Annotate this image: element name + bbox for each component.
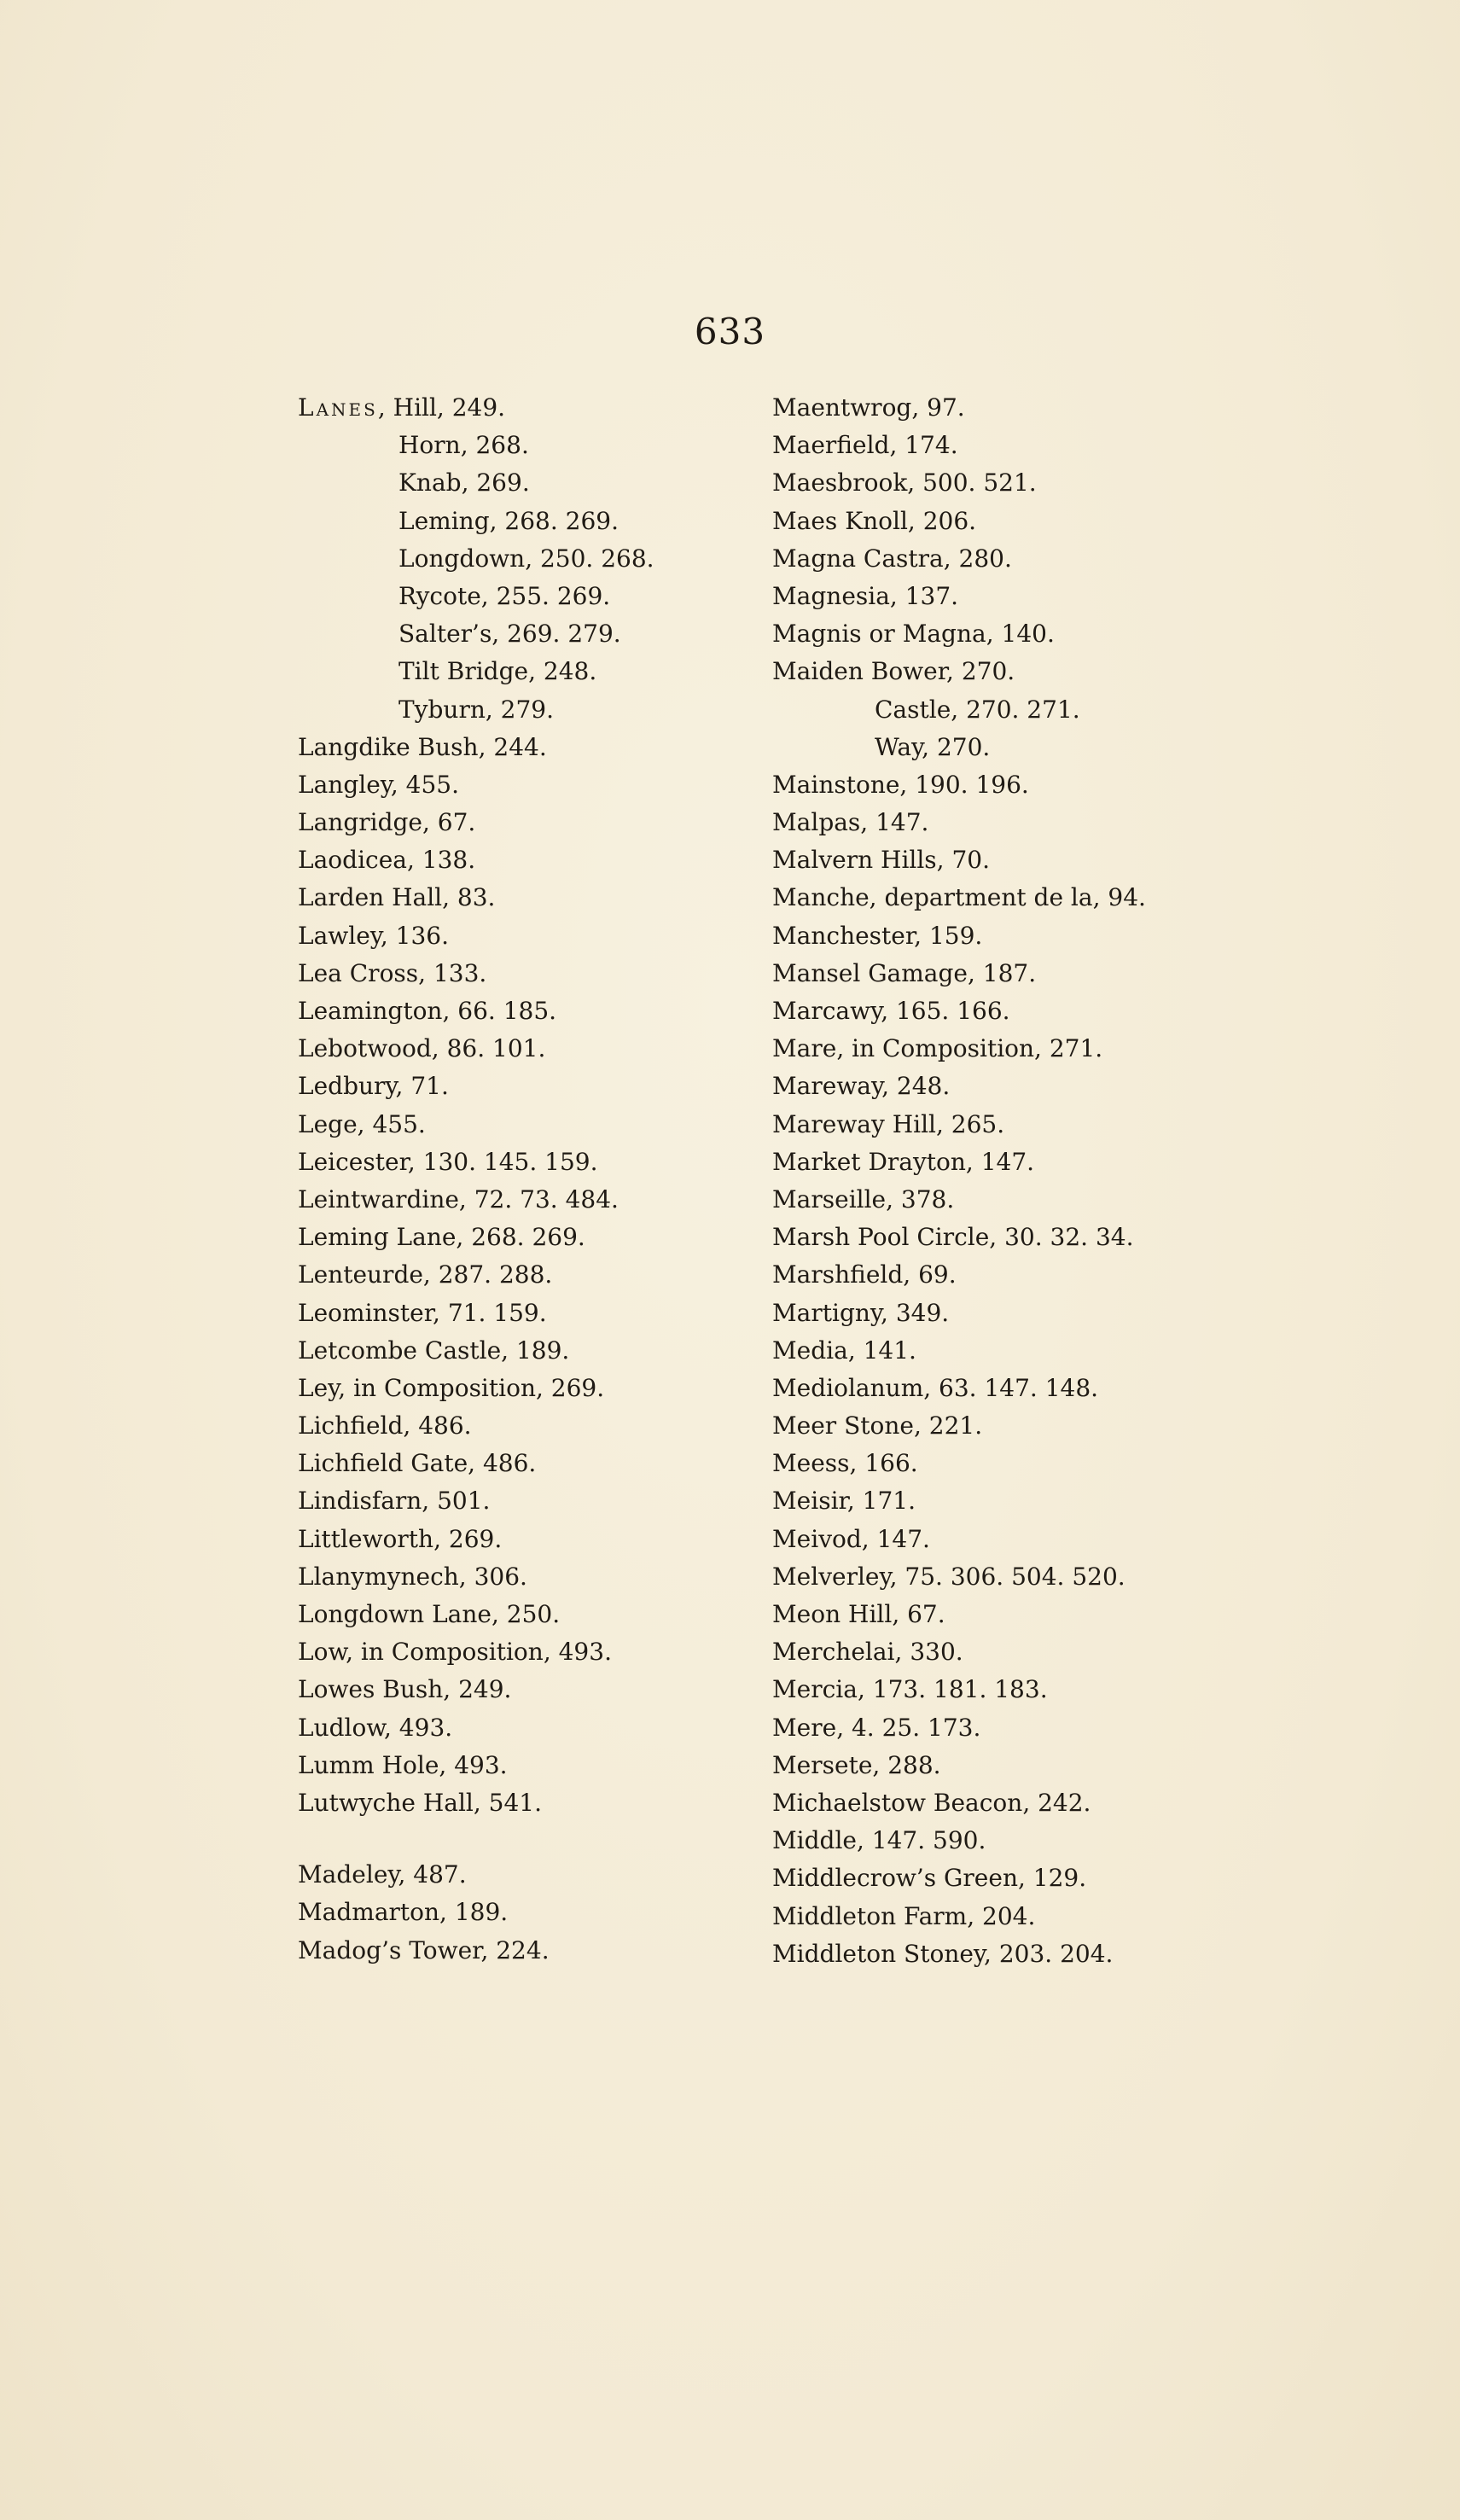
index-entry: Mansel Gamage, 187. <box>772 958 1037 987</box>
index-entry: Langdike Bush, 244. <box>298 732 547 761</box>
index-entry: Letcombe Castle, 189. <box>298 1336 570 1365</box>
index-column-left <box>298 389 707 1970</box>
index-entry: Merchelai, 330. <box>772 1638 963 1667</box>
index-subentry: Tilt Bridge, 248. <box>398 657 597 686</box>
index-subentry: Longdown, 250. 268. <box>398 544 654 573</box>
index-entry: Lea Cross, 133. <box>298 958 487 987</box>
index-entry: Martigny, 349. <box>772 1298 950 1327</box>
index-entry: Mainstone, 190. 196. <box>772 770 1029 799</box>
index-column-right <box>772 389 1173 1973</box>
index-subentry: Horn, 268. <box>398 431 529 460</box>
index-entry: Lege, 455. <box>298 1109 426 1138</box>
index-entry: Low, in Composition, 493. <box>298 1638 612 1667</box>
index-entry: Larden Hall, 83. <box>298 883 496 912</box>
index-entry: Mareway, 248. <box>772 1072 951 1101</box>
index-entry: Lenteurde, 287. 288. <box>298 1260 553 1289</box>
index-entry: Madog’s Tower, 224. <box>298 1935 550 1964</box>
index-subentry: Way, 270. <box>875 732 991 761</box>
index-entry: Manche, department de la, 94. <box>772 883 1146 912</box>
index-entry: Leamington, 66. 185. <box>298 997 557 1025</box>
index-entry: Maiden Bower, 270. <box>772 657 1015 686</box>
entry-lead: Lanes <box>298 393 378 422</box>
index-entry: Market Drayton, 147. <box>772 1147 1035 1176</box>
index-entry: Laodicea, 138. <box>298 846 476 875</box>
index-entry: Lindisfarn, 501. <box>298 1487 491 1516</box>
index-entry: Maentwrog, 97. <box>772 393 965 422</box>
index-entry: Leicester, 130. 145. 159. <box>298 1147 598 1176</box>
index-entry: Mare, in Composition, 271. <box>772 1034 1103 1063</box>
index-entry: Lichfield, 486. <box>298 1411 472 1440</box>
entry-text: , Hill, 249. <box>377 393 506 422</box>
index-entry: Magnesia, 137. <box>772 581 959 610</box>
index-entry: Ledbury, 71. <box>298 1072 449 1101</box>
index-entry: Middle, 147. 590. <box>772 1826 986 1855</box>
index-entry: Middlecrow’s Green, 129. <box>772 1864 1087 1893</box>
index-entry: Marseille, 378. <box>772 1184 955 1213</box>
index-subentry: Knab, 269. <box>398 468 530 498</box>
index-entry: Middleton Farm, 204. <box>772 1901 1036 1930</box>
index-entry: Magnis or Magna, 140. <box>772 620 1055 649</box>
index-entry: Marshfield, 69. <box>772 1260 957 1289</box>
index-entry: Maerfield, 174. <box>772 431 958 460</box>
index-entry: Marcawy, 165. 166. <box>772 997 1010 1025</box>
index-entry: Lutwyche Hall, 541. <box>298 1788 543 1817</box>
index-entry: Llanymynech, 306. <box>298 1562 527 1591</box>
index-entry: Malvern Hills, 70. <box>772 846 991 875</box>
index-entry: Media, 141. <box>772 1336 916 1365</box>
index-entry: Lawley, 136. <box>298 921 450 950</box>
index-entry: Maesbrook, 500. 521. <box>772 468 1037 498</box>
index-entry: Michaelstow Beacon, 242. <box>772 1788 1091 1817</box>
index-entry: Marsh Pool Circle, 30. 32. 34. <box>772 1223 1134 1252</box>
index-entry: Mediolanum, 63. 147. 148. <box>772 1373 1099 1402</box>
index-entry: Meer Stone, 221. <box>772 1411 983 1440</box>
index-entry: Leming Lane, 268. 269. <box>298 1223 585 1252</box>
index-entry: Langridge, 67. <box>298 808 476 837</box>
index-subentry: Rycote, 255. 269. <box>398 581 611 610</box>
index-entry: Langley, 455. <box>298 770 460 799</box>
index-entry: Meon Hill, 67. <box>772 1600 945 1628</box>
index-entry: Leintwardine, 72. 73. 484. <box>298 1184 619 1213</box>
index-subentry: Tyburn, 279. <box>398 695 555 724</box>
index-entry: Manchester, 159. <box>772 921 983 950</box>
index-entry: Lowes Bush, 249. <box>298 1675 512 1704</box>
index-entry: Lichfield Gate, 486. <box>298 1449 537 1478</box>
index-entry: Mersete, 288. <box>772 1750 941 1779</box>
index-entry: Meivod, 147. <box>772 1524 930 1553</box>
index-entry <box>298 389 707 427</box>
index-entry: Malpas, 147. <box>772 808 929 837</box>
index-entry: Middleton Stoney, 203. 204. <box>772 1939 1114 1968</box>
index-entry: Madeley, 487. <box>298 1860 467 1889</box>
index-entry: Leominster, 71. 159. <box>298 1298 547 1327</box>
index-entry: Ludlow, 493. <box>298 1713 453 1742</box>
index-entry: Mere, 4. 25. 173. <box>772 1713 981 1742</box>
index-entry: Meisir, 171. <box>772 1487 916 1516</box>
index-subentry: Salter’s, 269. 279. <box>398 620 621 649</box>
page-number: 633 <box>694 311 766 352</box>
index-entry: Mercia, 173. 181. 183. <box>772 1675 1048 1704</box>
index-entry: Longdown Lane, 250. <box>298 1600 561 1628</box>
index-entry: Mareway Hill, 265. <box>772 1109 1005 1138</box>
index-entry: Littleworth, 269. <box>298 1524 503 1553</box>
index-subentry: Leming, 268. 269. <box>398 506 619 535</box>
index-entry: Ley, in Composition, 269. <box>298 1373 605 1402</box>
index-entry: Lebotwood, 86. 101. <box>298 1034 546 1063</box>
index-entry: Magna Castra, 280. <box>772 544 1012 573</box>
index-entry: Melverley, 75. 306. 504. 520. <box>772 1562 1126 1591</box>
index-entry: Lumm Hole, 493. <box>298 1750 508 1779</box>
index-entry: Meess, 166. <box>772 1449 918 1478</box>
index-entry: Maes Knoll, 206. <box>772 506 977 535</box>
index-entry: Madmarton, 189. <box>298 1898 509 1927</box>
index-subentry: Castle, 270. 271. <box>875 695 1080 724</box>
